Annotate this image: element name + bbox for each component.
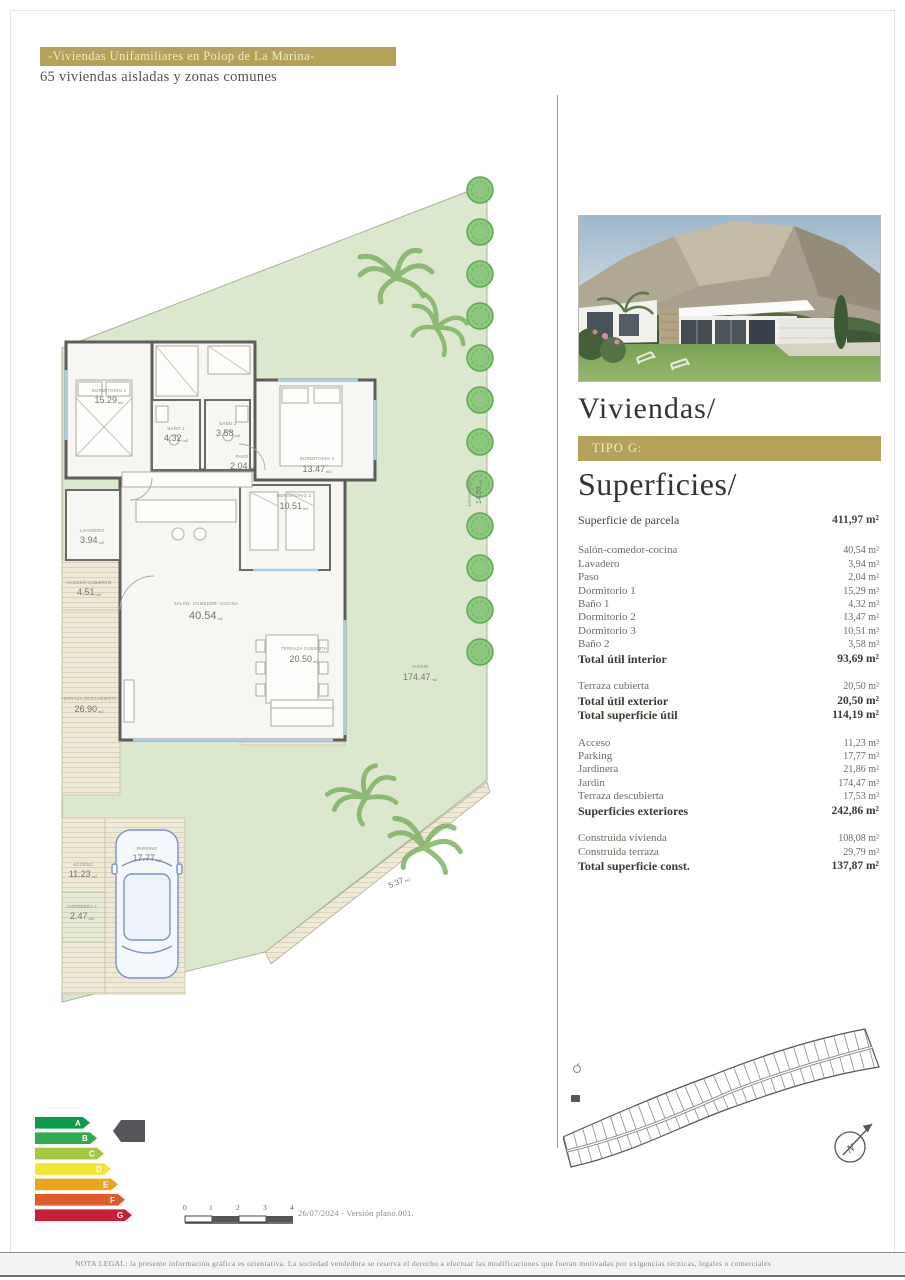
energy-marker-arrow [112, 1119, 146, 1143]
interior-group [578, 544, 879, 666]
render-photo [578, 215, 881, 382]
energy-rating-chart [35, 1117, 185, 1225]
table-row: Salón-comedor-cocina 40,54 m² [578, 544, 879, 557]
compass [835, 1123, 872, 1162]
table-row: Lavadero 3,94 m² [578, 557, 879, 570]
svg-text:2: 2 [236, 1203, 240, 1212]
table-row: Parking 17,77 m² [578, 749, 879, 762]
svg-text:C: C [89, 1149, 95, 1159]
table-row-total: Total útil interior 93,69 m² [578, 651, 879, 666]
svg-text:3: 3 [263, 1203, 267, 1212]
page-subtitle: 65 viviendas aisladas y zonas comunes [40, 69, 278, 85]
svg-text:G: G [117, 1211, 124, 1221]
legal-text: NOTA LEGAL: la presente información gráfica es orientativa. La sociedad vendedora se reserva el derecho a efectuar las modificaciones que fueran motivadas por exigencias técnicas, legales o comerciales [75, 1259, 772, 1268]
plan-label: DORMITORIO 3 [276, 493, 312, 498]
table-row: Baño 1 4,32 m² [578, 598, 879, 611]
svg-text:4: 4 [290, 1203, 294, 1212]
page-title: -Viviendas Unifamiliares en Polop de La Marina- [40, 47, 396, 66]
svg-text:B: B [82, 1134, 88, 1144]
render-illustration [579, 216, 880, 381]
plan-label: TERRAZA DESCUBIERTA [61, 696, 117, 701]
plan-label: JARDINERA 2 [467, 476, 472, 508]
svg-text:10.51m2: 10.51m2 [279, 501, 309, 511]
svg-text:D: D [96, 1165, 102, 1174]
svg-text:3.58m2: 3.58m2 [215, 428, 241, 438]
plan-label: DORMITORIO 2 [299, 456, 335, 461]
row-label: Superficie de parcela [578, 513, 680, 527]
panel-divider [557, 95, 558, 1148]
outdoor-group [578, 737, 879, 819]
svg-text:11.23m2: 11.23m2 [68, 869, 98, 879]
svg-text:4.32m2: 4.32m2 [163, 433, 189, 443]
compass-n: N [844, 1141, 857, 1156]
plan-label: ACCESO CUBIERTO [66, 580, 112, 585]
plan-label: PARKING [136, 846, 158, 851]
table-row: Jardin 174,47 m² [578, 776, 879, 789]
plan-label: TERRAZA CUBIERTA [280, 646, 328, 651]
svg-text:2.47m2: 2.47m2 [69, 911, 95, 921]
table-row-total: Total superficie const. 137,87 m² [578, 858, 879, 873]
plan-label: SALÓN- COMEDOR- COCINA [173, 601, 239, 606]
energy-band-a [35, 1117, 90, 1129]
table-row-total: Total superficie útil 114,19 m² [578, 708, 879, 723]
plan-label: ACCESO [73, 862, 93, 867]
section-title: Superficies/ [578, 466, 737, 502]
table-row: Dormitorio 3 10,51 m² [578, 624, 879, 637]
svg-text:26.90m2: 26.90m2 [74, 704, 104, 714]
table-row: Construida terraza 29,79 m² [578, 845, 879, 858]
plan-label: DORMITORIO 1 [91, 388, 127, 393]
svg-text:1: 1 [209, 1203, 213, 1212]
surfaces-table [578, 514, 879, 887]
svg-text:174.47m2: 174.47m2 [402, 672, 438, 682]
type-badge: TIPO G: [578, 436, 881, 461]
table-row-total: Superficies exteriores 242,86 m² [578, 803, 879, 818]
svg-text:14.08m2: 14.08m2 [476, 479, 483, 505]
svg-text:2.04m2: 2.04m2 [229, 461, 255, 471]
row-value: 411,97 m² [832, 514, 879, 526]
version-text: 26/07/2024 - Versión plano.001. [298, 1208, 414, 1218]
svg-text:17.77m2: 17.77m2 [132, 853, 162, 863]
svg-text:3.94m2: 3.94m2 [79, 535, 105, 545]
table-row: Terraza cubierta 20,50 m² [578, 680, 879, 693]
table-row: Terraza descubierta 17,53 m² [578, 790, 879, 803]
table-row: Construida vivienda 108,08 m² [578, 832, 879, 845]
svg-text:13.47m2: 13.47m2 [302, 464, 332, 474]
table-row [578, 514, 879, 527]
svg-text:4.51m2: 4.51m2 [76, 587, 102, 597]
table-row-total: Total útil exterior 20,50 m² [578, 693, 879, 708]
svg-text:20.50m2: 20.50m2 [289, 654, 319, 664]
svg-text:E: E [103, 1180, 109, 1190]
plan-label: JARDIN [411, 664, 429, 669]
legal-bar [0, 1252, 905, 1277]
table-row: Dormitorio 1 15,29 m² [578, 584, 879, 597]
svg-text:F: F [110, 1195, 115, 1205]
plan-label: PASO [235, 454, 249, 459]
built-group [578, 832, 879, 873]
plan-label: LAVADERO [79, 528, 105, 533]
scale-bar [183, 1202, 308, 1226]
table-row: Acceso 11,23 m² [578, 736, 879, 749]
svg-text:15.29m2: 15.29m2 [94, 395, 124, 405]
exterior-group [578, 680, 879, 722]
plan-label: BAÑO 2 [219, 421, 237, 426]
table-row: Dormitorio 2 13,47 m² [578, 611, 879, 624]
table-row: Paso 2,04 m² [578, 571, 879, 584]
plan-label: JARDINERA 1 [66, 904, 98, 909]
site-plan [563, 1025, 901, 1177]
panel-title: Viviendas/ [578, 392, 717, 425]
table-row: Baño 2 3,58 m² [578, 638, 879, 651]
svg-text:0: 0 [183, 1203, 187, 1212]
table-row: Jardinera 21,86 m² [578, 763, 879, 776]
svg-text:5.37m2: 5.37m2 [387, 875, 411, 891]
site-boundary [563, 1029, 879, 1167]
svg-text:A: A [75, 1118, 81, 1128]
svg-text:40.54m2: 40.54m2 [188, 610, 224, 622]
plan-label: BAÑO 1 [167, 426, 185, 431]
floor-plan [28, 140, 548, 1020]
